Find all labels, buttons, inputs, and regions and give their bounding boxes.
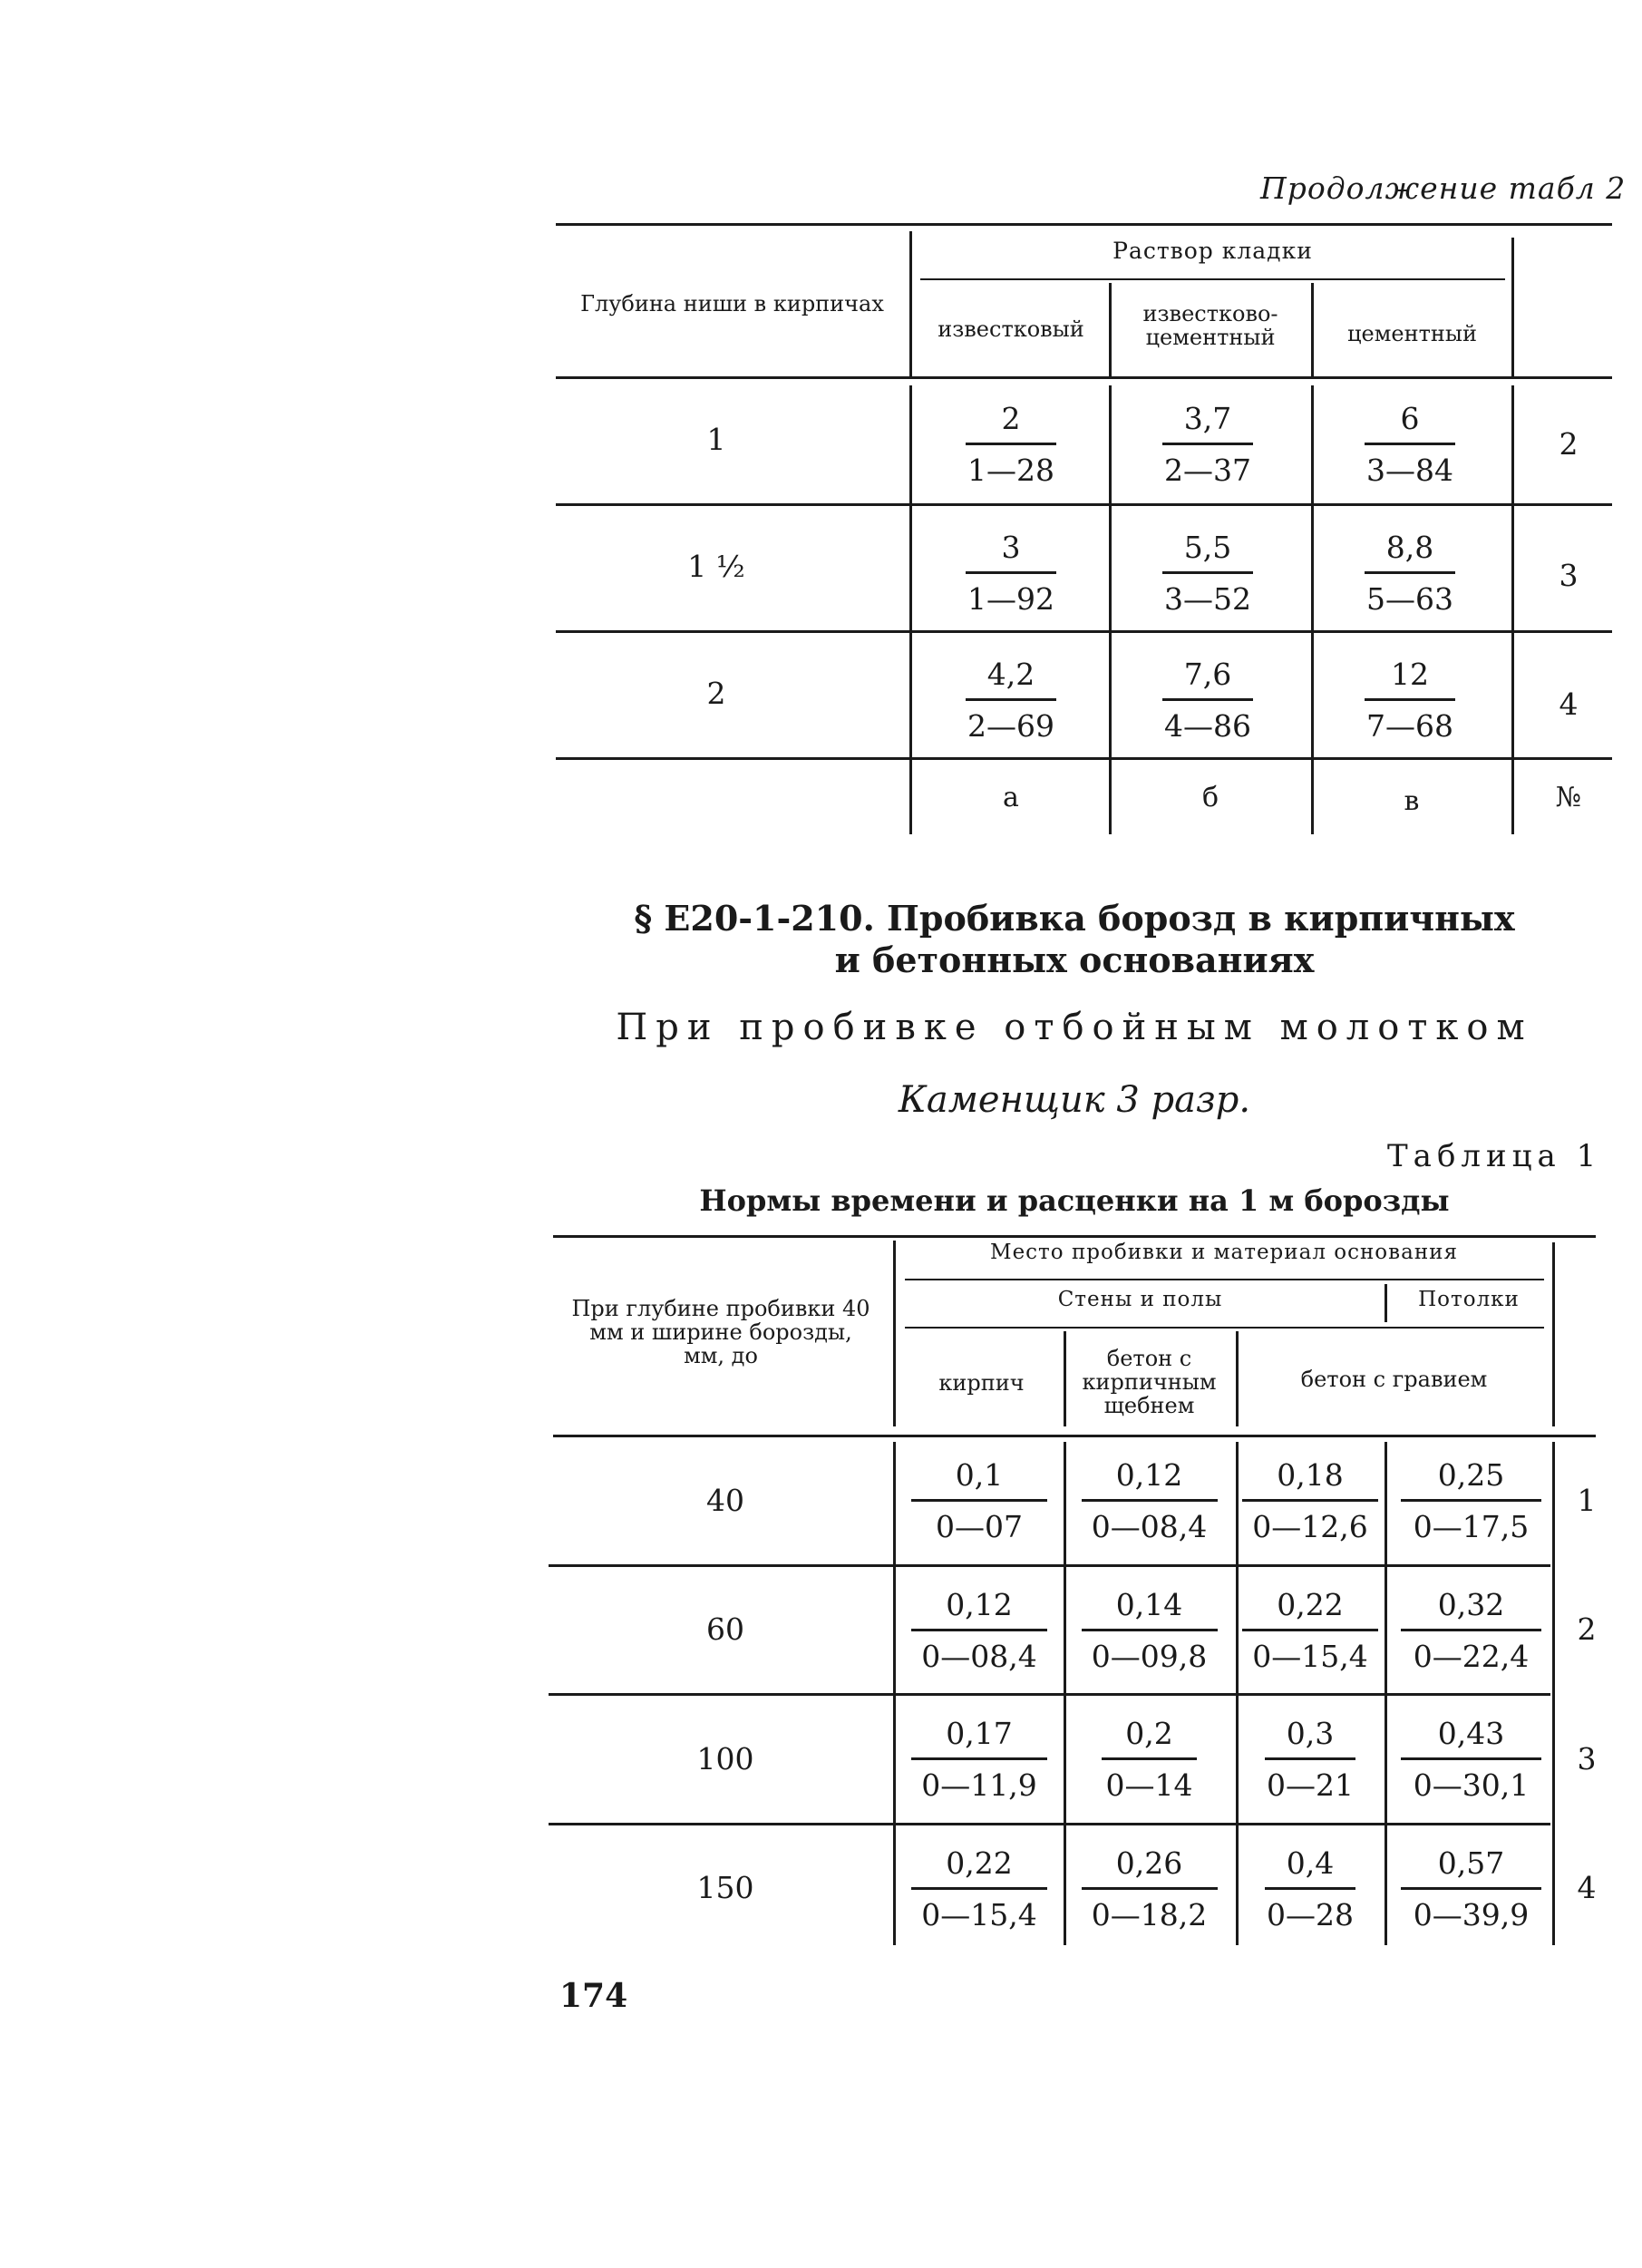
table-column-divider (1311, 385, 1314, 834)
sub-header-concrete-gravel: бетон с гравием (1300, 1367, 1488, 1392)
fraction-cell: 0,26 0—18,2 (1074, 1844, 1224, 1935)
row-depth: 2 (706, 676, 726, 711)
table-header-rule (905, 1327, 1544, 1329)
row-number: 3 (1559, 558, 1579, 593)
row-depth: 1 (706, 422, 726, 457)
table-column-divider (1385, 1442, 1387, 1945)
fraction-cell: 5,5 3—52 (1164, 530, 1251, 617)
fraction-cell: 0,14 0—09,8 (1074, 1585, 1224, 1677)
table-column-divider (1552, 1242, 1555, 1426)
row-depth: 1 ½ (687, 549, 745, 584)
table-top-rule (556, 223, 1612, 226)
page-number: 174 (559, 1977, 628, 2015)
fraction-cell: 0,32 0—22,4 (1396, 1585, 1546, 1677)
fraction-cell: 3 1—92 (967, 530, 1054, 617)
sub-header-lime-cement: известково-цементный (1142, 301, 1278, 350)
fraction-cell: 0,1 0—07 (911, 1455, 1047, 1547)
fraction-cell: 0,18 0—12,6 (1242, 1455, 1378, 1547)
column-letter: б (1201, 782, 1219, 813)
table-column-divider (1064, 1331, 1066, 1426)
table-top-rule (553, 1235, 1596, 1238)
sub-header-cement: цементный (1347, 321, 1477, 346)
row-width: 60 (706, 1611, 744, 1647)
row-number: 4 (1577, 1870, 1597, 1905)
row-number: 2 (1577, 1611, 1597, 1647)
table-column-divider (1236, 1442, 1239, 1945)
table-column-divider (1552, 1442, 1555, 1945)
fraction-cell: 0,57 0—39,9 (1396, 1844, 1546, 1935)
row-number: 2 (1559, 426, 1579, 462)
table-column-divider (1511, 385, 1514, 834)
place-header: Место пробивки и материал основания (990, 1241, 1458, 1264)
table-column-divider (909, 231, 912, 376)
table-column-divider (1109, 385, 1112, 834)
fraction-cell: 0,4 0—28 (1267, 1845, 1354, 1932)
column-letter: в (1404, 785, 1420, 817)
fraction-cell: 0,2 0—14 (1074, 1714, 1224, 1806)
row-rule (556, 757, 1612, 760)
row-number: 3 (1577, 1741, 1597, 1776)
row-rule (549, 1823, 1550, 1825)
fraction-cell: 0,22 0—15,4 (1242, 1585, 1378, 1677)
section-title-continued: и бетонных основаниях (834, 939, 1315, 980)
fraction-cell: 6 3—84 (1366, 401, 1453, 488)
fraction-cell: 4,2 2—69 (967, 657, 1054, 744)
row-width: 100 (696, 1741, 754, 1776)
table-label: Таблица 1 (1387, 1138, 1602, 1174)
table-column-divider (1109, 283, 1112, 376)
row-rule (556, 503, 1612, 506)
sub-header-concrete-brick: бетон с кирпичным щебнем (1082, 1346, 1217, 1418)
row-rule (549, 1564, 1550, 1567)
depth-header: Глубина ниши в кирпичах (580, 291, 884, 316)
table-header-rule (905, 1279, 1544, 1280)
table-column-divider (1385, 1284, 1387, 1322)
table-header-rule (920, 278, 1505, 280)
row-width: 150 (696, 1870, 754, 1905)
sub-header-lime: известковый (938, 316, 1084, 342)
fraction-cell: 0,43 0—30,1 (1396, 1714, 1546, 1806)
worker-grade: Каменщик 3 разр. (898, 1079, 1251, 1121)
table-header-bottom-rule (553, 1435, 1596, 1437)
table-caption: Нормы времени и расценки на 1 м борозды (699, 1183, 1450, 1218)
table-column-divider (909, 385, 912, 834)
subtitle: При пробивке отбойным молотком (616, 1007, 1533, 1048)
row-rule (549, 1693, 1550, 1696)
row-number: 1 (1577, 1483, 1597, 1518)
row-number: 4 (1559, 686, 1579, 722)
fraction-cell: 7,6 4—86 (1164, 657, 1251, 744)
table-column-divider (1236, 1331, 1239, 1426)
table-column-divider (893, 1241, 896, 1426)
row-rule (556, 630, 1612, 633)
fraction-cell: 0,12 0—08,4 (1074, 1455, 1224, 1547)
row-width: 40 (706, 1483, 744, 1518)
fraction-cell: 0,12 0—08,4 (911, 1585, 1047, 1677)
ceilings-header: Потолки (1418, 1288, 1520, 1311)
fraction-cell: 8,8 5—63 (1366, 530, 1453, 617)
fraction-cell: 0,3 0—21 (1267, 1716, 1354, 1803)
table-column-divider (1064, 1442, 1066, 1945)
table-header-bottom-rule (556, 376, 1612, 379)
fraction-cell: 12 7—68 (1366, 657, 1453, 744)
table-column-divider (1311, 283, 1314, 376)
fraction-cell: 3,7 2—37 (1164, 401, 1251, 488)
mortar-header: Раствор кладки (1112, 238, 1313, 264)
sub-header-brick: кирпич (938, 1370, 1025, 1396)
section-title: § Е20-1-210. Пробивка борозд в кирпичных (634, 898, 1515, 939)
table-column-divider (1511, 238, 1514, 376)
fraction-cell: 0,17 0—11,9 (911, 1714, 1047, 1806)
fraction-cell: 0,25 0—17,5 (1396, 1455, 1546, 1547)
column-letter: а (1003, 782, 1019, 813)
depth-header: При глубине пробивки 40 мм и ширине борозды, мм, до (571, 1296, 870, 1368)
column-letter: № (1555, 782, 1582, 813)
walls-floors-header: Стены и полы (1057, 1288, 1223, 1311)
fraction-cell: 0,22 0—15,4 (911, 1844, 1047, 1935)
table-column-divider (893, 1442, 896, 1945)
fraction-cell: 2 1—28 (967, 401, 1054, 488)
continuation-label: Продолжение табл 2 (1260, 170, 1627, 206)
